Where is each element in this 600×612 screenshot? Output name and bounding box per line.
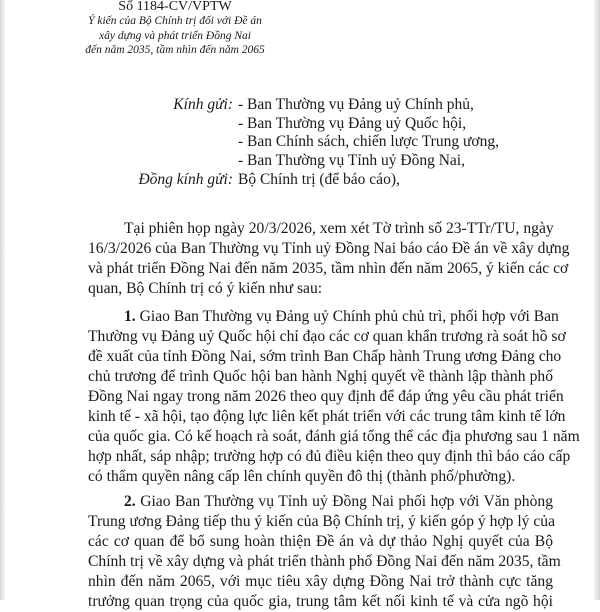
cc-value: Bộ Chính trị (để báo cáo),	[238, 171, 400, 188]
text-line	[88, 307, 559, 327]
text-span: Giao Ban Thường vụ Đảng uỷ Chính phủ chủ trì, phối hợp với Ban	[139, 308, 559, 325]
recipient: - Ban Thường vụ Đảng uỷ Chính phủ,	[238, 96, 474, 113]
recipient: - Ban Thường vụ Tỉnh uỷ Đồng Nai,	[238, 151, 465, 169]
text-line: có thẩm quyền nâng cấp lên chính quyền đô thị (thành phố/phường).	[88, 468, 516, 485]
recipient: - Ban Thường vụ Đảng uỷ Quốc hội,	[238, 114, 467, 132]
subject-line: Ý kiến của Bộ Chính trị đối với Đề án	[88, 15, 262, 27]
recipients-label: Kính gửi:	[173, 96, 233, 113]
item-number: 1.	[124, 308, 136, 325]
page-edge-left	[0, 0, 5, 600]
text-line: 16/3/2026 của Ban Thường vụ Tỉnh uỷ Đồng Nai báo cáo Đề án về xây dựng	[88, 240, 570, 257]
text-line: nhìn đến năm 2065, với mục tiêu xây dựng Đồng Nai trở thành cực tăng	[88, 573, 553, 590]
intro-paragraph	[88, 219, 570, 299]
text-line: Thường vụ Đảng uỷ Quốc hội chỉ đạo các cơ quan khẩn trương rà soát hồ sơ	[88, 328, 566, 345]
text-line: hợp nhất, sáp nhập; trường hợp có đủ điều kiện theo quy định thì báo cáo cấp	[88, 448, 571, 465]
text-line: quan, Bộ Chính trị có ý kiến như sau:	[88, 280, 323, 297]
text-line: Tại phiên họp ngày 20/3/2026, xem xét Tờ trình số 23-TTr/TU, ngày	[124, 220, 554, 237]
text-line: kinh tế - xã hội, tạo động lực liên kết phát triển với các trung tâm kinh tế lớn	[88, 408, 566, 425]
text-line: các cơ quan để bổ sung hoàn thiện Đề án và dự thảo Nghị quyết của Bộ	[88, 533, 553, 550]
item-2-paragraph	[88, 492, 561, 612]
page-edge-right	[594, 0, 600, 600]
recipients-list	[238, 96, 499, 170]
text-line: đề xuất của tỉnh Đồng Nai, sớm trình Ban Chấp hành Trung ương Đảng cho	[88, 348, 562, 365]
text-line: Chính trị về xây dựng và phát triển thành phố Đồng Nai đến năm 2035, tầm	[88, 553, 561, 570]
text-line: chủ trương để trình Quốc hội ban hành Nghị quyết về thành lập thành phố	[88, 368, 553, 385]
document-subject	[85, 14, 265, 58]
item-number: 2.	[124, 493, 136, 510]
text-span: Giao Ban Thường vụ Tỉnh uỷ Đồng Nai phối hợp với Văn phòng	[140, 493, 553, 510]
subject-line: xây dựng và phát triển Đồng Nai	[99, 29, 251, 42]
cc-label: Đồng kính gửi:	[138, 171, 233, 188]
text-line: Trung ương Đảng tiếp thu ý kiến của Bộ Chính trị, ý kiến góp ý hợp lý của	[88, 513, 556, 530]
document-number: Số 1184-CV/VPTW	[118, 0, 232, 14]
text-line	[88, 492, 553, 512]
item-1-paragraph	[88, 307, 580, 487]
subject-line: đến năm 2035, tầm nhìn đến năm 2065	[85, 44, 265, 56]
text-line: Đồng Nai ngay trong năm 2026 theo quy định để đáp ứng yêu cầu phát triển	[88, 388, 564, 405]
text-line: của quốc gia. Có kế hoạch rà soát, đánh giá tổng thể các địa phương sau 1 năm	[88, 428, 580, 445]
text-line: và phát triển Đồng Nai đến năm 2035, tầm nhìn đến năm 2065, ý kiến các cơ	[88, 260, 569, 277]
text-line: trưởng quan trọng của quốc gia, trung tâm kết nối kinh tế và cửa ngõ hội	[88, 593, 553, 610]
recipient: - Ban Chính sách, chiến lược Trung ương,	[238, 133, 499, 151]
